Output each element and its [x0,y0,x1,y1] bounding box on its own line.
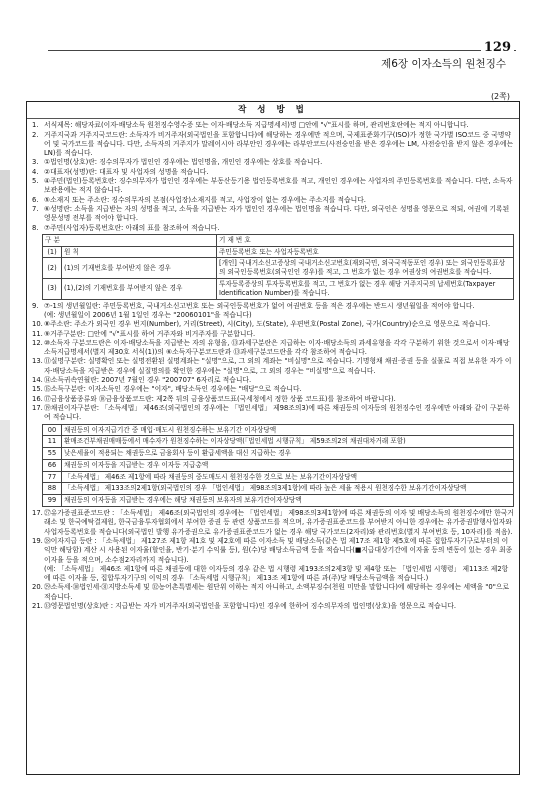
item-number [32,311,44,320]
item-text: ⑲채권이자구분란: 「소득세법」 제46조(외국법인의 경우에는 「법인세법」 제98조의3)에 따른 채권등의 이자등의 원천징수인 경우에만 아래와 같이 구분하여 적습니다. [44,403,510,422]
table-row: (1) 원 칙 주민등록번호 또는 사업자등록번호 [43,246,514,258]
item-text: ⑧주소란: 주소가 외국인 경우 번지(Number), 거리(Street), 시(City), 도(State), 우편번호(Postal Zone), 국가(Country)순으로 영문으로 적습니다. [44,320,491,329]
bond-interest-code-table [42,424,514,508]
table-row [43,471,514,483]
form-page-code: (2쪽) [490,92,510,101]
item-text: ㉘이자지급 등란 : 「소득세법」 제127조 제1항 제1호 및 제2호에 따른 이자소득 및 배당소득(같은 법 제17조 제1항 제5호에 따른 집합투자기구로부터의 이익만 해당함) 계산 시 사용된 이자율(할인율, 반기·분기 수익률 등), 원(수)당 배당소득금액 등을 적습니다(■지급대상기간에 이자율 등의 변동이 있는 경우 최종 이자율 등을 적으며, 소수점2자리까지 적습니다). [44,536,513,564]
item-number: 9. [32,301,39,310]
list-item [32,404,514,423]
item-text: ⑭소득귀속연월란: 2007년 7월인 경우 "200707" 6자리로 적습니다. [44,376,252,385]
instructions-list-2 [32,302,514,423]
table-row [43,448,514,460]
item-text: ①법인명(상호)란: 징수의무자가 법인인 경우에는 법인명을, 개인인 경우에는 상호를 적습니다. [44,158,323,167]
item-number: 17. [32,509,43,518]
item-number: 19. [32,536,43,545]
list-item [32,196,514,205]
list-item [32,302,514,311]
page-number: 129 [481,40,514,55]
item-text: ⑪실명구분란: 실명확인 또는 실명전환된 실명계좌는 "실명"으로, 그 외의 계좌는 "비실명"으로 적습니다. 기명형채 채권·증권 등을 실물로 직접 보유한 자가 이자·배당소득을 지급받은 경우에 실질명의를 확인한 경우에는 "실명"으로, 그 외의 경우는 "비실명"으로 적습니다. [44,357,512,375]
description-cell: 낮은세율이 적용되는 채권등으로 금융회사 등이 환급세액을 대신 지급하는 경우 [62,448,514,460]
item-text: ⑦주민(사업자)등록번호란: 아래의 표를 참조하여 적습니다. [44,223,220,232]
item-number: 11. [32,329,43,338]
table-row [43,436,514,448]
code-cell: 55 [43,448,62,460]
item-number: 20. [32,583,43,592]
item-number [32,565,44,584]
table-row [43,459,514,471]
item-text: ㉝영문법인명(상호)란 : 지급받는 자가 비거주자(외국법인을 포함합니다)인 경우에 한하여 징수의무자의 법인명(상호)을 영문으로 적습니다. [44,602,457,611]
item-text: ⑥성명란: 소득을 지급받는 자의 성명을 적고, 소득을 지급받는 자가 법인인 경우에는 법인명을 적습니다. 다만, 외국인은 성명을 영문으로 적되, 여권에 기록된 영문성명 전부를 적어야 합니다. [44,204,510,223]
instructions-title: 작 성 방 법 [27,105,519,119]
item-text: ⑦-1의 생년월일란: 주민등록번호, 국내거소신고번호 또는 외국인등록번호가 없어 여권번호 등을 적은 경우에는 반드시 생년월일을 적어야 합니다. [44,301,475,310]
list-item [32,339,514,358]
list-item [32,121,514,130]
code-cell: 00 [43,424,62,436]
item-text: ⑨거주구분란: □안에 "√"표시를 하여 거주자와 비거주자를 구분합니다. [44,329,256,338]
item-text: ⑮소득구분란: 이자소득인 경우에는 "이자", 배당소득인 경우에는 "배당"으로 적습니다. [44,385,302,394]
item-text: 거주지국과 거주지국코드란: 소득자가 비거주자(외국법인을 포함합니다)에 해당하는 경우에만 적으며, 국제표준화기구(ISO)가 정한 국가별 ISO코드 중 국명약어 및 국가코드를 적습니다. 다만, 소득자의 거주지가 말레이시아 라부안인 경우에는 라부안코드(사전승인을 받은 경우에는 LM, 사전승인을 받지 않은 경우에는 LN)를 적습니다. [44,130,514,158]
item-number: 8. [32,223,39,232]
table-row [43,495,514,507]
item-text: ④주민(법인)등록번호란: 징수의무자가 법인인 경우에는 부동산등기용 법인등록번호를 적고, 개인인 경우에는 사업자의 주민등록번호를 적습니다. 다만, 소득자보관용에는 적지 않습니다. [44,177,513,195]
item-text: 서식제목: 해당자료(이자·배당소득 원천징수영수증 또는 이자·배당소득 지급명세서)명 □안에 "√"표시를 하며, 관리번호란에는 적지 아니합니다. [44,121,469,130]
instructions-list-3 [32,509,514,611]
item-number: 2. [32,130,39,139]
list-item [32,565,514,584]
list-item [32,537,514,565]
list-item [32,158,514,167]
item-text: (예: 「소득세법」 제46조 제1항에 따른 채권등에 대한 이자등의 경우 같은 법 시행령 제193조의2제3항 및 제4항 또는 「법인세법 시행령」 제113조 제2항에 따른 이자율 등, 집합투자기구의 이익의 경우 「소득세법 시행규칙」 제13조 제1항에 따른 과(주)당 배당소득금액을 적습니다.) [44,564,509,583]
list-item [32,168,514,177]
item-number: 4. [32,167,39,176]
item-number: 14. [32,376,43,385]
item-text: ②대표자(성명)란: 대표자 및 사업자의 성명을 적습니다. [44,167,209,176]
code-cell: 88 [43,483,62,495]
item-number: 21. [32,602,43,611]
code-cell: 11 [43,436,62,448]
item-text: ⑤소재지 또는 주소란: 징수의무자의 본점(사업장)소재지를 적고, 사업장이 없는 경우에는 주소지를 적습니다. [44,195,366,204]
item-number: 12. [32,338,43,347]
description-cell: 채권등의 이자등을 지급받는 경우에는 해당 채권등의 보유자의 보유기간이자상당액 [62,495,514,507]
item-number: 3. [32,158,39,167]
description-cell: 환매조건부채권매매등에서 매수자가 원천징수하는 이자상당액(「법인세법 시행규칙」 제59조의2의 채권대차거래 포함) [62,436,514,448]
item-number: 13. [32,357,43,366]
item-number: 17. [32,403,43,412]
list-item [32,376,514,385]
table1-header-number: 기 재 번 호 [217,234,514,246]
page-edge-tab [0,170,10,360]
list-item [32,395,514,404]
chapter-title: 제6장 이자소득의 원천징수 [381,58,506,70]
list-item [32,131,514,159]
item-number: 6. [32,195,39,204]
item-text: ㉗유가증권표준코드란 : 「소득세법」 제46조(외국법인의 경우에는 「법인세법」 제98조의3제1항)에 따른 채권등의 이자 및 배당소득의 원천징수에만 한국거래소 및 한국예탁결제원, 한국금융투자협회에서 부여한 증권 등 관련 상품코드를 적으며, 유가증권표준코드를 부여받지 아니한 경우에는 유가증권발행사업자와 사업자등록번호를 적습니다(외국법인 발행 유가증권으로 유가증권표준코드가 없는 경우 해당 국가코드(2자리)와 관리번호(별지 부여번호 등, 10자리)를 적음). [44,509,514,536]
page-edge-tab-lower [0,420,10,540]
description-cell: 채권등의 이자지급기간 중 매입·매도시 원천징수하는 보유기간 이자상당액 [62,424,514,436]
list-item [32,320,514,329]
list-item [32,357,514,376]
list-item [32,224,514,233]
list-item [32,509,514,537]
item-text: ㉙소득세·㉚법인세·㉛지방소득세 및 ㉜농어촌특별세는 원단위 이하는 적지 아니하고, 소액부징수(천원 미만을 말합니다)에 해당하는 경우에는 세액을 "0"으로 적습니다. [44,583,510,601]
item-number: 15. [32,385,43,394]
item-number: 10. [32,320,43,329]
table-row: (2) (1)의 기재번호를 부여받지 않은 경우 [개인] 국내거소신고증상의 국내거소신고번호(재외국민, 외국국적동포인 경우) 또는 외국인등록표상의 외국인등록번호(외국인인 경우)를 적고, 그 번호가 없는 경우 여권상의 여권번호를 적습니다. [43,258,514,279]
table-row: (3) (1),(2)의 기재번호를 부여받지 않은 경우 투자등록증상의 투자등록번호를 적고, 그 번호가 없는 경우 해당 거주지국의 납세번호(Taxpayer Identification Number)를 적습니다. [43,279,514,300]
code-cell: 99 [43,495,62,507]
description-cell: 채권등의 이자등을 지급받는 경우 이자등 지급총액 [62,459,514,471]
list-item [32,602,514,611]
item-text: (예: 생년월일이 2006년 1월 1일인 경우는 "20060101"을 적습니다) [44,310,252,319]
list-item [32,330,514,339]
table-row [43,424,514,436]
table1-header-category: 구 분 [43,234,217,246]
item-number: 7. [32,204,39,213]
list-item [32,311,514,320]
item-text: ⑩소득자 구분코드란은 이자·배당소득을 지급받는 자의 유형을, ⑬과세구분란은 지급하는 이자·배당소득의 과세유형을 각각 구분하기 위한 것으로서 이자·배당소득지급명세서(별지 제30호 서식(1))의 ⑥소득자구분코드란과 ⑬과세구분코드란을 각각 참조하여 적습니다. [44,338,510,357]
code-cell: 77 [43,471,62,483]
item-text: ⑰금융상품종류와 ⑱금융상품코드란: 제2쪽 뒤의 금융상품코드표(국세청에서 정한 상품 코드표)를 참조하여 바랍니다). [44,394,396,403]
code-cell: 66 [43,459,62,471]
item-number: 1. [32,121,39,130]
table-row [43,483,514,495]
item-number: 5. [32,177,39,186]
instructions-list-1 [32,121,514,233]
header-rule [48,50,516,51]
list-item [32,205,514,224]
list-item [32,385,514,394]
list-item [32,177,514,196]
instructions-frame [26,101,520,775]
list-item [32,583,514,602]
id-number-table [42,234,514,300]
description-cell: 「소득세법」 제133조의2제1항(외국법인의 경우 「법인세법」 제98조의3제1항)에 따라 높은 세율 적용시 원천징수한 보유기간이자상당액 [62,483,514,495]
item-number: 16. [32,394,43,403]
description-cell: 「소득세법」 제46조 제1항에 따라 채권등의 중도매도시 원천징수한 것으로 보는 보유기간이자상당액 [62,471,514,483]
